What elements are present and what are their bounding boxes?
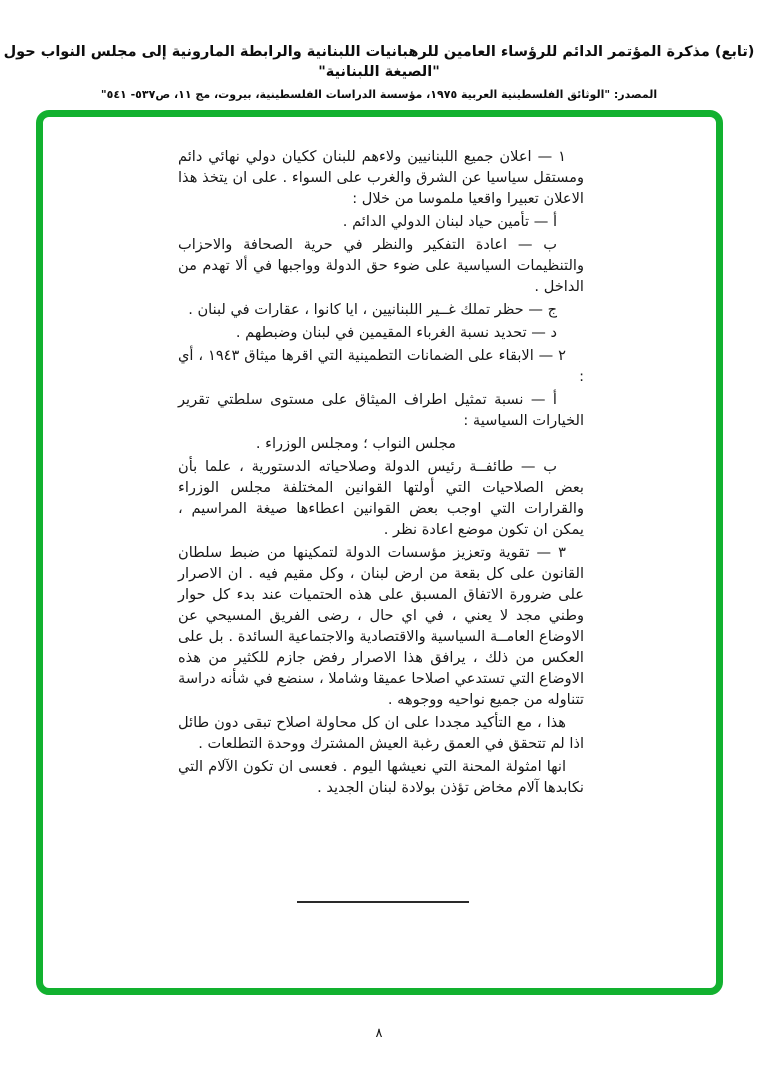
- clause-3: ٣ — تقوية وتعزيز مؤسسات الدولة لتمكينها من ضبط سلطان القانون على كل بقعة من ارض لبنان ، وكل مقيم فيه . ان الاصرار على ضرورة الاتفاق المسبق على هذه الحتميات عند بدء كل حوار وطني مجد لا يعني ، في اي حال ، رضى الفريق المسيحي عن الاوضاع العامــة السياسية والاقتصادية والاجتماعية السائدة . بل على العكس من ذلك ، يرافق هذا الاصرار رفض جازم للكثير من هذه الاوضاع التي تستدعي اصلاحا عميقا وشاملا ، سنضع في شأنه دراسة تتناوله من جميع نواحيه ووجوهه .: [178, 544, 584, 708]
- clause-2-item-a: أ — نسبة تمثيل اطراف الميثاق على مستوى سلطتي تقرير الخيارات السياسية :: [178, 391, 584, 429]
- document-title: (تابع) مذكرة المؤتمر الدائم للرؤساء العامين للرهبانيات اللبنانية والرابطة المارونية إلى مجلس النواب حول "الصيغة اللبنانية": [3, 44, 755, 80]
- closing-paragraph-2: انها امثولة المحنة التي نعيشها اليوم . فعسى ان تكون الآلام التي نكابدها آلام مخاض تؤذن بولادة لبنان الجديد .: [178, 758, 584, 796]
- clause-2-councils: مجلس النواب ؛ ومجلس الوزراء .: [255, 435, 456, 452]
- clause-1-item-c: ج — حظر تملك غــير اللبنانيين ، ايا كانوا ، عقارات في لبنان .: [188, 301, 557, 318]
- clause-2: ٢ — الابقاء على الضمانات التطمينية التي اقرها ميثاق ١٩٤٣ ، أي :: [178, 347, 584, 385]
- closing-paragraph-1: هذا ، مع التأكيد مجددا على ان كل محاولة اصلاح تبقى دون طائل اذا لم تتحقق في العمق رغبة العيش المشترك ووحدة التطلعات .: [178, 714, 584, 752]
- clause-1-item-a: أ — تأمين حياد لبنان الدولي الدائم .: [342, 213, 557, 230]
- clause-1-item-d: د — تحديد نسبة الغرباء المقيمين في لبنان وضبطهم .: [235, 324, 557, 341]
- clause-1-item-b: ب — اعادة التفكير والنظر في حرية الصحافة والاحزاب والتنظيمات السياسية على ضوء حق الدولة وواجبها في ألا تهدم من الداخل .: [178, 236, 584, 295]
- document-header: [0, 42, 758, 101]
- clause-2-item-b: ب — طائفــة رئيس الدولة وصلاحياته الدستورية ، علما بأن بعض الصلاحيات التي أولتها القوانين المختلفة مجلس الوزراء والقرارات التي اوجب بعض القوانين اعطاءها صيغة المراسيم ، يمكن ان تكون موضع اعادة نظر .: [178, 458, 584, 538]
- page-number: ٨: [375, 1026, 383, 1041]
- document-source-citation: المصدر: "الوثائق الفلسطينية العربية ١٩٧٥، مؤسسة الدراسات الفلسطينية، بيروت، مج ١١، ص٥٣٧- ٥٤١": [100, 88, 658, 101]
- clause-1: ١ — اعلان جميع اللبنانيين ولاءهم للبنان ككيان دولي نهائي دائم ومستقل سياسيا عن الشرق والغرب على السواء . على ان يتخذ هذا الاعلان تعبيرا واقعيا ملموسا من خلال :: [178, 148, 584, 207]
- document-body-text: [178, 146, 584, 800]
- end-divider-rule: [297, 901, 469, 903]
